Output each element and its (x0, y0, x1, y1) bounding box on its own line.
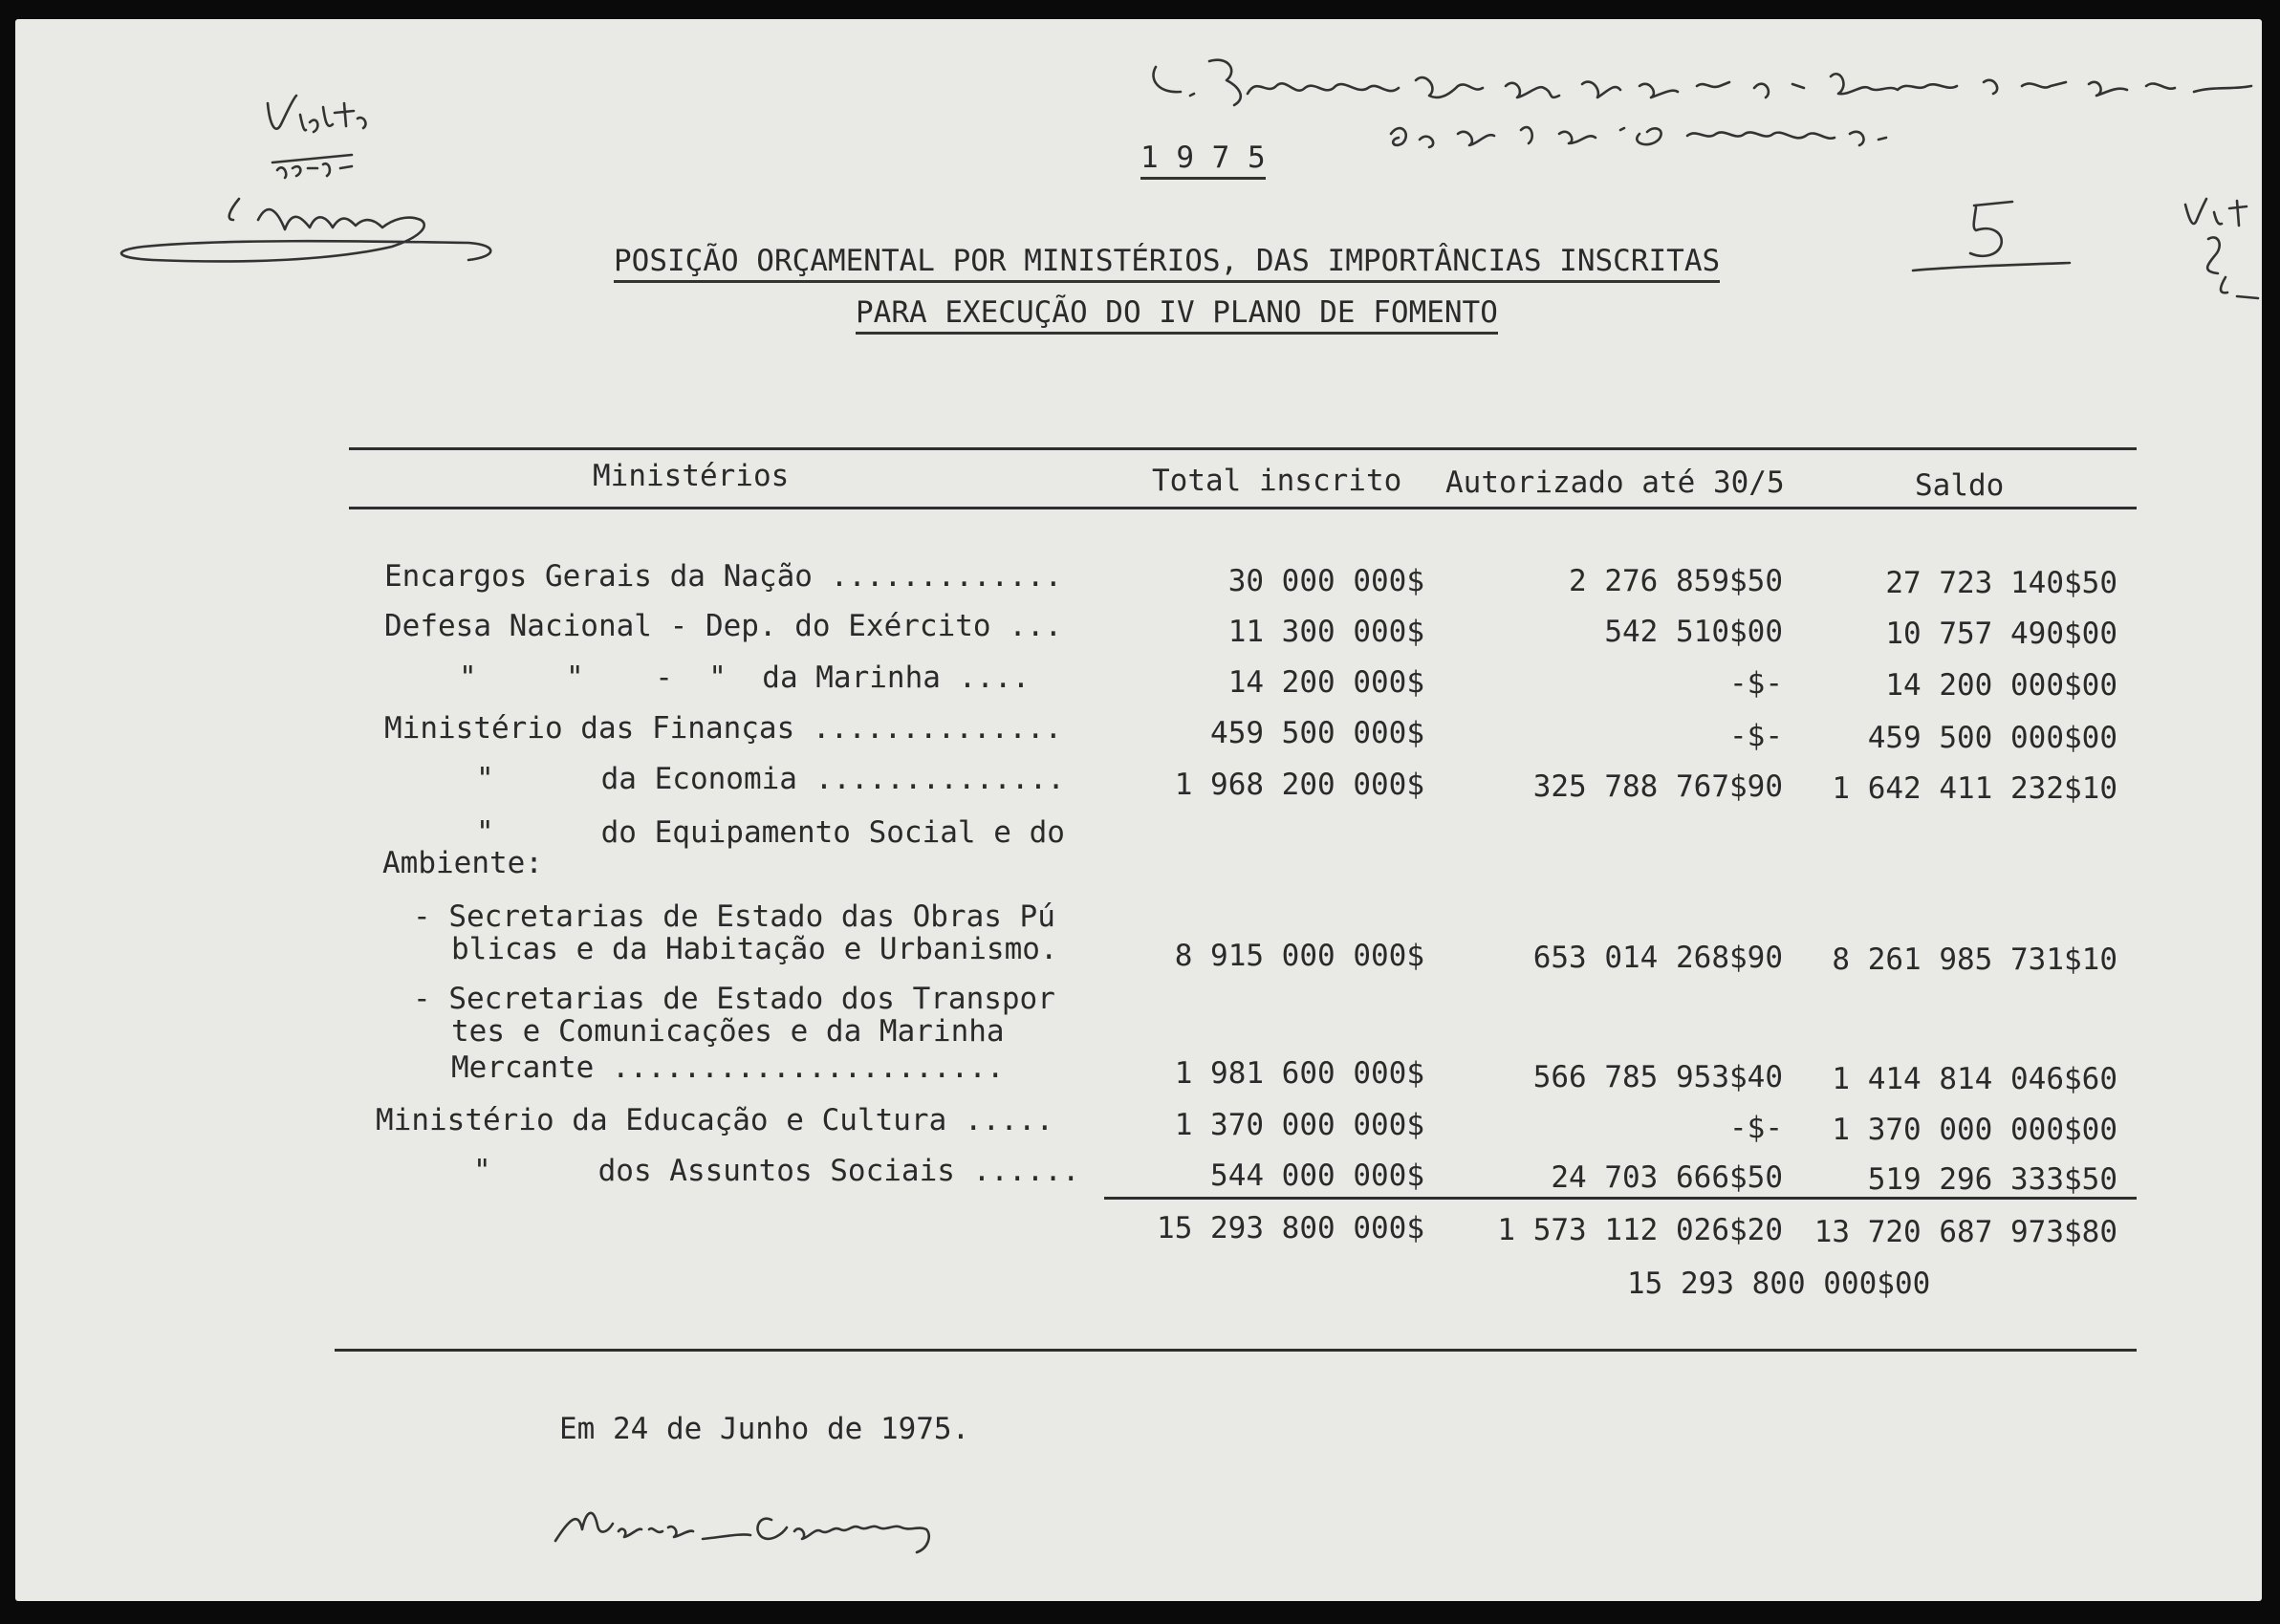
row-autorizado: 2 276 859$50 (1569, 564, 1783, 598)
row-label: Defesa Nacional - Dep. do Exército ... (384, 609, 1063, 643)
row-total: 1 370 000 000$ (1174, 1108, 1424, 1142)
row-autorizado: -$- (1729, 666, 1783, 701)
row-saldo: 10 757 490$00 (1885, 617, 2117, 651)
row-label-continued: blicas e da Habitação e Urbanismo. (451, 932, 1058, 966)
row-saldo: 1 642 411 232$10 (1832, 771, 2117, 806)
row-label: " da Economia .............. (476, 762, 1065, 796)
row-label-continued: tes e Comunicações e da Marinha (451, 1014, 1005, 1049)
row-label: - Secretarias de Estado dos Transpor (413, 982, 1055, 1016)
document-title-line2: PARA EXECUÇÃO DO IV PLANO DE FOMENTO (856, 298, 1498, 335)
row-label: Ministério das Finanças .............. (384, 711, 1063, 746)
row-label: Encargos Gerais da Nação ............. (384, 559, 1063, 594)
row-total: 544 000 000$ (1210, 1158, 1424, 1193)
total-saldo-sum: 13 720 687 973$80 (1813, 1215, 2117, 1249)
header-autorizado: Autorizado até 30/5 (1445, 466, 1785, 500)
row-saldo: 27 723 140$50 (1885, 566, 2117, 600)
document-title-line1: POSIÇÃO ORÇAMENTAL POR MINISTÉRIOS, DAS IMPORTÂNCIAS INSCRITAS (614, 247, 1720, 283)
row-label-continued: Mercante ...................... (451, 1050, 1005, 1085)
margin-visto-handwriting (2180, 191, 2266, 325)
row-total: 1 968 200 000$ (1174, 768, 1424, 802)
row-autorizado: -$- (1729, 719, 1783, 753)
subtotal-rule (1104, 1197, 2137, 1200)
row-total: 30 000 000$ (1227, 564, 1424, 598)
row-total: 1 981 600 000$ (1174, 1056, 1424, 1091)
grand-total: 15 293 800 000$00 (1627, 1267, 1931, 1301)
total-inscrito-sum: 15 293 800 000$ (1157, 1211, 1424, 1245)
visto-handwriting (105, 86, 516, 287)
header-total-inscrito: Total inscrito (1152, 464, 1402, 498)
header-saldo: Saldo (1915, 468, 2005, 503)
page-mark-five (1907, 196, 2079, 282)
row-total: 14 200 000$ (1227, 665, 1424, 700)
row-saldo: 8 261 985 731$10 (1832, 942, 2117, 977)
row-total: 11 300 000$ (1227, 615, 1424, 649)
row-autorizado: 24 703 666$50 (1551, 1160, 1783, 1195)
footer-date: Em 24 de Junho de 1975. (559, 1412, 970, 1446)
row-label: Ministério da Educação e Cultura ..... (376, 1103, 1054, 1137)
row-saldo: 459 500 000$00 (1867, 721, 2117, 755)
total-autorizado-sum: 1 573 112 026$20 (1497, 1213, 1783, 1247)
header-ministerios: Ministérios (593, 459, 790, 493)
row-autorizado: 325 788 767$90 (1532, 769, 1783, 804)
row-saldo: 1 414 814 046$60 (1832, 1062, 2117, 1096)
table-top-rule (349, 447, 2137, 450)
row-total: 459 500 000$ (1210, 716, 1424, 750)
row-autorizado: 566 785 953$40 (1532, 1060, 1783, 1094)
table-bottom-rule (335, 1349, 2137, 1352)
row-label: " do Equipamento Social e do (476, 815, 1065, 850)
row-saldo: 14 200 000$00 (1885, 668, 2117, 703)
row-saldo: 519 296 333$50 (1867, 1162, 2117, 1197)
row-autorizado: 653 014 268$90 (1532, 941, 1783, 975)
row-saldo: 1 370 000 000$00 (1832, 1113, 2117, 1147)
document-year: 1 9 7 5 (1140, 143, 1266, 180)
row-autorizado: 542 510$00 (1604, 615, 1783, 649)
row-label: " dos Assuntos Sociais ...... (473, 1154, 1080, 1188)
table-header-rule (349, 507, 2137, 509)
row-label-continued: Ambiente: (382, 846, 543, 880)
row-total: 8 915 000 000$ (1174, 939, 1424, 973)
row-label: - Secretarias de Estado das Obras Pú (413, 899, 1055, 934)
row-autorizado: -$- (1729, 1111, 1783, 1145)
row-label: " " - " da Marinha .... (459, 660, 1031, 695)
